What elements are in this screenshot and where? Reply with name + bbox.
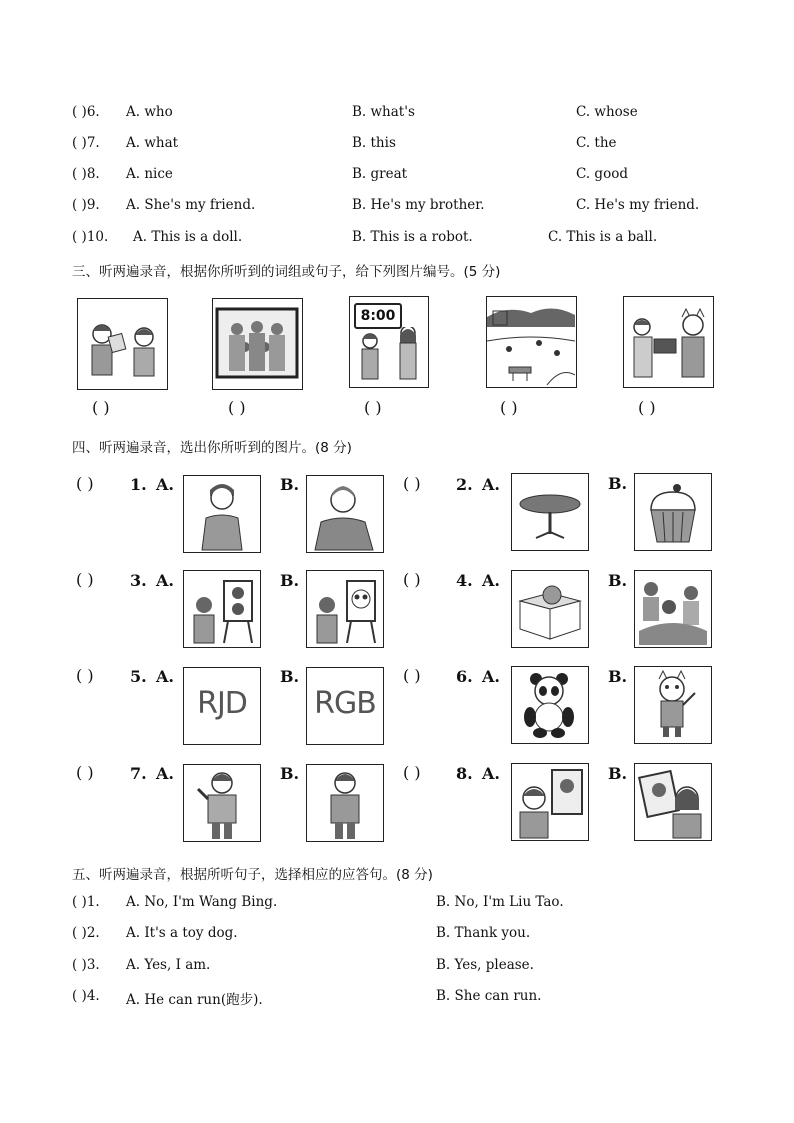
part3-picture-3 (349, 296, 429, 388)
q4-8-label-b: B. (608, 764, 628, 783)
q4-5-option-a[interactable] (183, 667, 261, 745)
q4-8-option-b[interactable] (634, 763, 712, 841)
q9-option-c[interactable]: C. He's my friend. (576, 197, 700, 213)
cat-waving-illustration (635, 667, 710, 742)
q5-3-option-a[interactable]: A. Yes, I am. (126, 957, 211, 973)
q7-number[interactable]: ( )7. (72, 135, 100, 151)
q4-5-option-b[interactable] (306, 667, 384, 745)
part3-picture-2 (212, 298, 303, 390)
q4-7-paren[interactable]: ( ) (76, 763, 94, 782)
family-photo-illustration (213, 299, 301, 388)
cupcake-illustration (635, 474, 710, 549)
q4-1-label-a: A. (156, 475, 174, 494)
q4-5-label-a: A. (156, 667, 174, 686)
part3-picture-4 (486, 296, 577, 388)
boy-with-photo-illustration (512, 764, 587, 839)
q4-1-label-b: B. (280, 475, 300, 494)
part3-paren-2[interactable]: ( ) (228, 398, 246, 417)
q9-option-a[interactable]: A. She's my friend. (126, 197, 256, 213)
q4-8-label-a: A. (482, 764, 500, 783)
young-woman-illustration (184, 476, 259, 551)
q7-option-a[interactable]: A. what (126, 135, 179, 151)
q4-7-option-b[interactable] (306, 764, 384, 842)
part4-heading: 四、听两遍录音，选出你所听到的图片。(8 分) (72, 440, 352, 456)
round-table-illustration (512, 474, 587, 549)
q8-option-b[interactable]: B. great (352, 166, 408, 182)
q4-6-number: 6. (456, 667, 473, 686)
q4-3-number: 3. (130, 571, 147, 590)
q6-option-b[interactable]: B. what's (352, 104, 415, 120)
q5-1-option-b[interactable]: B. No, I'm Liu Tao. (436, 894, 564, 910)
q4-7-label-a: A. (156, 764, 174, 783)
part3-heading: 三、听两遍录音，根据你所听到的词组或句子，给下列图片编号。(5 分) (72, 264, 501, 280)
q4-7-number: 7. (130, 764, 147, 783)
q10-option-b[interactable]: B. This is a robot. (352, 229, 473, 245)
part3-paren-1[interactable]: ( ) (92, 398, 110, 417)
q4-4-paren[interactable]: ( ) (403, 570, 421, 589)
q4-3-paren[interactable]: ( ) (76, 570, 94, 589)
q4-2-label-b: B. (608, 474, 628, 493)
part3-paren-5[interactable]: ( ) (638, 398, 656, 417)
girl-painting-panda-illustration-2 (307, 571, 382, 646)
q4-3-option-a[interactable] (183, 570, 261, 648)
q5-3-option-b[interactable]: B. Yes, please. (436, 957, 534, 973)
letters-rjd: RJD (197, 686, 247, 721)
q4-1-paren[interactable]: ( ) (76, 474, 94, 493)
q5-1-number[interactable]: ( )1. (72, 894, 100, 910)
q6-option-c[interactable]: C. whose (576, 104, 638, 120)
q4-5-paren[interactable]: ( ) (76, 666, 94, 685)
q9-number[interactable]: ( )9. (72, 197, 100, 213)
q4-3-label-b: B. (280, 571, 300, 590)
q4-5-number: 5. (130, 667, 147, 686)
boy-waving-illustration (184, 765, 259, 840)
girl-painting-panda-illustration (184, 571, 259, 646)
q10-number[interactable]: ( )10. (72, 229, 109, 245)
q10-option-a[interactable]: A. This is a doll. (133, 229, 243, 245)
q4-3-option-b[interactable] (306, 570, 384, 648)
q8-option-c[interactable]: C. good (576, 166, 628, 182)
q4-1-option-b[interactable] (306, 475, 384, 553)
q9-option-b[interactable]: B. He's my brother. (352, 197, 485, 213)
q4-6-label-b: B. (608, 667, 628, 686)
two-girls-illustration (350, 327, 428, 387)
q4-4-label-b: B. (608, 571, 628, 590)
q4-8-option-a[interactable] (511, 763, 589, 841)
q6-number[interactable]: ( )6. (72, 104, 100, 120)
q5-2-option-a[interactable]: A. It's a toy dog. (126, 925, 238, 941)
q4-5-label-b: B. (280, 667, 300, 686)
letters-rgb: RGB (314, 686, 376, 721)
q8-number[interactable]: ( )8. (72, 166, 100, 182)
q4-4-label-a: A. (482, 571, 500, 590)
q4-8-number: 8. (456, 764, 473, 783)
two-children-book-illustration (78, 299, 166, 388)
part3-picture-5 (623, 296, 714, 388)
q8-option-a[interactable]: A. nice (126, 166, 173, 182)
q5-4-option-b[interactable]: B. She can run. (436, 988, 542, 1004)
older-woman-illustration (307, 476, 382, 551)
q4-4-option-a[interactable] (511, 570, 589, 648)
q4-3-label-a: A. (156, 571, 174, 590)
q4-6-paren[interactable]: ( ) (403, 666, 421, 685)
part5-heading: 五、听两遍录音，根据所听句子，选择相应的应答句。(8 分) (72, 867, 433, 883)
q5-2-option-b[interactable]: B. Thank you. (436, 925, 531, 941)
q4-6-label-a: A. (482, 667, 500, 686)
q4-7-option-a[interactable] (183, 764, 261, 842)
panda-illustration (512, 667, 587, 742)
ball-in-box-illustration (512, 571, 587, 646)
q5-1-option-a[interactable]: A. No, I'm Wang Bing. (126, 894, 278, 910)
q4-2-number: 2. (456, 475, 473, 494)
q5-4-number[interactable]: ( )4. (72, 988, 100, 1004)
q4-7-label-b: B. (280, 764, 300, 783)
q4-8-paren[interactable]: ( ) (403, 763, 421, 782)
q10-option-c[interactable]: C. This is a ball. (548, 229, 658, 245)
q4-6-option-b[interactable] (634, 666, 712, 744)
q6-option-a[interactable]: A. who (126, 104, 173, 120)
q4-1-number: 1. (130, 475, 147, 494)
q4-2-paren[interactable]: ( ) (403, 474, 421, 493)
children-playing-illustration (635, 571, 710, 646)
q4-4-number: 4. (456, 571, 473, 590)
girl-with-photo-illustration (635, 764, 710, 839)
q4-2-label-a: A. (482, 475, 500, 494)
q5-4-option-a[interactable]: A. He can run(跑步). (126, 992, 263, 1008)
part3-picture-1 (77, 298, 168, 390)
q4-6-option-a[interactable] (511, 666, 589, 744)
q5-2-number[interactable]: ( )2. (72, 925, 100, 941)
girl-and-cat-illustration (624, 297, 712, 386)
boy-standing-illustration (307, 765, 382, 840)
q5-3-number[interactable]: ( )3. (72, 957, 100, 973)
q7-option-b[interactable]: B. this (352, 135, 396, 151)
clock-display: 8:00 (354, 303, 402, 329)
q4-2-option-b[interactable] (634, 473, 712, 551)
part3-paren-4[interactable]: ( ) (500, 398, 518, 417)
playground-illustration (487, 297, 575, 386)
q7-option-c[interactable]: C. the (576, 135, 617, 151)
q4-2-option-a[interactable] (511, 473, 589, 551)
q4-4-option-b[interactable] (634, 570, 712, 648)
q4-1-option-a[interactable] (183, 475, 261, 553)
part3-paren-3[interactable]: ( ) (364, 398, 382, 417)
